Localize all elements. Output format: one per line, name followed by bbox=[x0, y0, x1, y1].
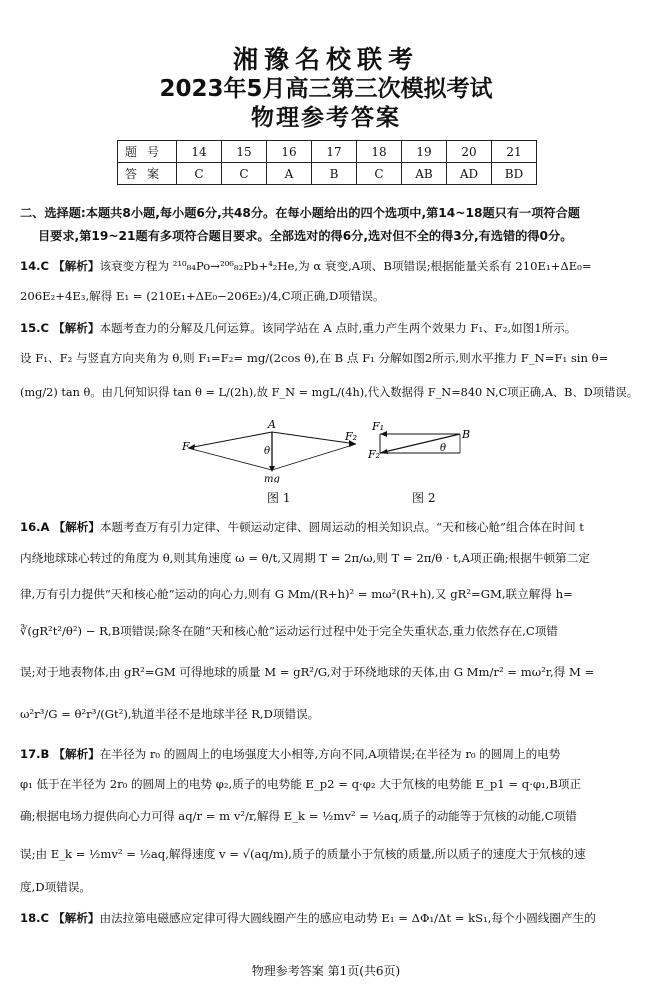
fig1-label-theta: θ bbox=[264, 446, 271, 457]
q17-line-5: 度,D项错误。 bbox=[20, 880, 91, 894]
table-cell: C bbox=[357, 163, 402, 185]
section-intro-line-1: 二、选择题:本题共8小题,每小题6分,共48分。在每小题给出的四个选项中,第14~18题只有一项符合题 bbox=[20, 206, 580, 220]
q16-line-6: ω²r³/G = θ²r³/(Gt²),轨道半径不是地球半径 R,D项错误。 bbox=[20, 707, 320, 721]
table-cell: 20 bbox=[447, 141, 492, 163]
q14-line-2: 206E₂+4E₃,解得 E₁ = (210E₁+ΔE₀−206E₂)/4,C项正确,D项错误。 bbox=[20, 289, 385, 303]
q15-label: 15.C 【解析】 bbox=[20, 321, 100, 335]
figure-1-caption: 图 1 bbox=[267, 491, 291, 505]
table-cell: C bbox=[177, 163, 222, 185]
q18-label: 18.C 【解析】 bbox=[20, 911, 100, 925]
q18-text-1: 由法拉第电磁感应定律可得大圆线圈产生的感应电动势 E₁ = ΔΦ₁/Δt = kS₁,每个小圆线圈产生的 bbox=[99, 911, 596, 925]
table-row bbox=[118, 163, 537, 185]
fig2-label-theta: θ bbox=[440, 443, 447, 454]
q16-line-5: 误;对于地表物体,由 gR²=GM 可得地球的质量 M = gR²/G,对于环绕地球的天体,由 G Mm/r² = mω²r,得 M = bbox=[20, 665, 595, 679]
q17-line-1 bbox=[20, 746, 560, 762]
table-cell: C bbox=[222, 163, 267, 185]
table-cell: AD bbox=[447, 163, 492, 185]
q16-line-4: ∛(gR²t²/θ²) − R,B项错误;除冬在随“天和核心舱”运动运行过程中处于完全失重状态,重力依然存在,C项错 bbox=[20, 624, 558, 638]
table-header-number: 题号 bbox=[118, 141, 177, 163]
title-line-3: 物理参考答案 bbox=[251, 105, 401, 131]
q15-line-3: (mg/2) tan θ。由几何知识得 tan θ = L/(2h),故 F_N = mgL/(4h),代入数据得 F_N=840 N,C项正确,A、B、D项错误。 bbox=[20, 386, 638, 399]
title-line-1: 湘豫名校联考 bbox=[232, 45, 419, 74]
fig1-label-F2: F₂ bbox=[345, 430, 358, 443]
figure-1 bbox=[180, 418, 370, 483]
page-footer: 物理参考答案 第1页(共6页) bbox=[251, 964, 401, 978]
q15-line-2: 设 F₁、F₂ 与竖直方向夹角为 θ,则 F₁=F₂= mg/(2cos θ),在 B 点 F₁ 分解如图2所示,则水平推力 F_N=F₁ sin θ= bbox=[20, 351, 609, 365]
table-cell: A bbox=[267, 163, 312, 185]
q14-line-1 bbox=[20, 258, 592, 274]
table-row bbox=[118, 141, 537, 163]
q17-line-2: φ₁ 低于在半径为 2r₀ 的圆周上的电势 φ₂,质子的电势能 E_p2 = q·φ₂ 大于氘核的电势能 E_p1 = q·φ₁,B项正 bbox=[20, 777, 582, 791]
table-cell: 15 bbox=[222, 141, 267, 163]
table-cell: BD bbox=[492, 163, 537, 185]
table-cell: 17 bbox=[312, 141, 357, 163]
q16-line-3: 律,万有引力提供“天和核心舱”运动的向心力,则有 G Mm/(R+h)² = mω²(R+h),又 gR²=GM,联立解得 h= bbox=[20, 587, 573, 601]
answer-table bbox=[117, 140, 537, 185]
fig2-label-F2: F₂ bbox=[368, 448, 381, 461]
q17-line-4: 误;由 E_k = ½mv² = ½aq,解得速度 v = √(aq/m),质子的质量小于氘核的质量,所以质子的速度大于氘核的速 bbox=[20, 847, 586, 861]
q16-label: 16.A 【解析】 bbox=[20, 520, 100, 534]
figure-2-caption: 图 2 bbox=[412, 491, 436, 505]
section-intro-line-2: 目要求,第19~21题有多项符合题目要求。全部选对的得6分,选对但不全的得3分,有选错的得0分。 bbox=[38, 229, 573, 243]
fig2-label-F1: F₁ bbox=[372, 420, 385, 433]
q15-text-1: 本题考查力的分解及几何运算。该同学站在 A 点时,重力产生两个效果力 F₁、F₂,如图1所示。 bbox=[99, 321, 577, 335]
q16-text-1: 本题考查万有引力定律、牛顿运动定律、圆周运动的相关知识点。“天和核心舱”组合体在时间 t bbox=[99, 520, 584, 534]
table-cell: AB bbox=[402, 163, 447, 185]
fig1-label-A: A bbox=[268, 418, 276, 431]
q17-line-3: 确;根据电场力提供向心力可得 aq/r = m v²/r,解得 E_k = ½mv² = ½aq,质子的动能等于氘核的动能,C项错 bbox=[20, 809, 577, 823]
fig1-label-mg: mg bbox=[264, 474, 280, 483]
table-cell: 19 bbox=[402, 141, 447, 163]
title-line-2: 2023年5月高三第三次模拟考试 bbox=[159, 76, 493, 102]
fig2-label-B: B bbox=[462, 428, 471, 441]
table-header-answer: 答案 bbox=[118, 163, 177, 185]
table-cell: 18 bbox=[357, 141, 402, 163]
table-cell: B bbox=[312, 163, 357, 185]
figure-2 bbox=[368, 420, 478, 465]
q14-label: 14.C 【解析】 bbox=[20, 259, 100, 273]
table-cell: 21 bbox=[492, 141, 537, 163]
q15-line-1 bbox=[20, 320, 576, 336]
q16-line-2: 内绕地球球心转过的角度为 θ,则其角速度 ω = θ/t,又周期 T = 2π/ω,则 T = 2π/θ · t,A项正确;根据牛顿第二定 bbox=[20, 551, 590, 565]
fig1-label-F: F bbox=[182, 440, 190, 453]
q18-line-1 bbox=[20, 910, 596, 926]
q14-text-1: 该衰变方程为 ²¹⁰₈₄Po→²⁰⁶₈₂Pb+⁴₂He,为 α 衰变,A项、B项错误;根据能量关系有 210E₁+ΔE₀= bbox=[99, 259, 592, 273]
table-cell: 14 bbox=[177, 141, 222, 163]
q16-line-1 bbox=[20, 519, 584, 535]
table-cell: 16 bbox=[267, 141, 312, 163]
q17-label: 17.B 【解析】 bbox=[20, 747, 100, 761]
q17-text-1: 在半径为 r₀ 的圆周上的电场强度大小相等,方向不同,A项错误;在半径为 r₀ 的圆周上的电势 bbox=[99, 747, 561, 761]
